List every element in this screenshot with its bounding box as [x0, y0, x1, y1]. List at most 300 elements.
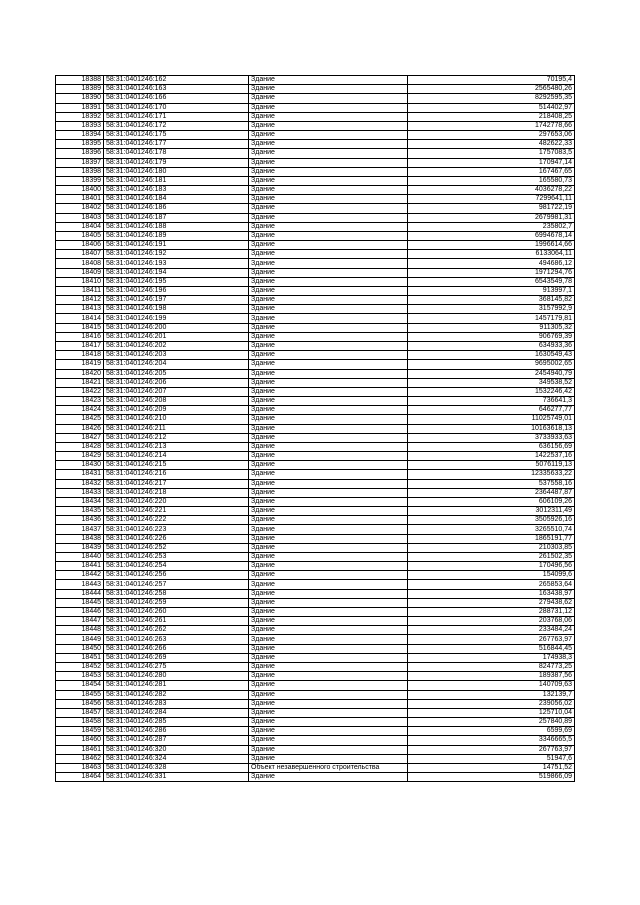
cadastral-number: 58:31:0401246:213	[104, 442, 249, 451]
cadastral-number: 58:31:0401246:209	[104, 406, 249, 415]
cadastral-value: 210303,85	[408, 543, 575, 552]
object-type: Здание	[249, 176, 408, 185]
cadastral-number: 58:31:0401246:192	[104, 250, 249, 259]
cadastral-value: 3346665,5	[408, 736, 575, 745]
row-number: 18447	[56, 617, 104, 626]
row-number: 18450	[56, 644, 104, 653]
cadastral-value: 239056,02	[408, 699, 575, 708]
cadastral-number: 58:31:0401246:205	[104, 369, 249, 378]
object-type: Здание	[249, 507, 408, 516]
table-row	[56, 516, 575, 525]
object-type: Здание	[249, 773, 408, 782]
object-type: Здание	[249, 745, 408, 754]
cadastral-value: 1457179,81	[408, 314, 575, 323]
row-number: 18407	[56, 250, 104, 259]
cadastral-number: 58:31:0401246:193	[104, 259, 249, 268]
table-row	[56, 598, 575, 607]
object-type: Здание	[249, 103, 408, 112]
row-number: 18390	[56, 94, 104, 103]
table-row	[56, 167, 575, 176]
cadastral-value: 9695002,65	[408, 360, 575, 369]
object-type: Здание	[249, 708, 408, 717]
row-number: 18410	[56, 277, 104, 286]
cadastral-value: 516844,45	[408, 644, 575, 653]
table-row	[56, 736, 575, 745]
cadastral-value: 218408,25	[408, 112, 575, 121]
object-type: Здание	[249, 424, 408, 433]
cadastral-value: 6599,69	[408, 727, 575, 736]
cadastral-value: 646277,77	[408, 406, 575, 415]
table-row	[56, 76, 575, 85]
cadastral-number: 58:31:0401246:208	[104, 397, 249, 406]
row-number: 18419	[56, 360, 104, 369]
cadastral-value: 606109,26	[408, 497, 575, 506]
cadastral-value: 3265510,74	[408, 525, 575, 534]
cadastral-value: 3505926,16	[408, 516, 575, 525]
table-row	[56, 268, 575, 277]
cadastral-value: 3157992,9	[408, 305, 575, 314]
row-number: 18461	[56, 745, 104, 754]
table-row	[56, 773, 575, 782]
cadastral-value: 519866,09	[408, 773, 575, 782]
row-number: 18430	[56, 461, 104, 470]
row-number: 18395	[56, 140, 104, 149]
cadastral-value: 6994678,14	[408, 231, 575, 240]
row-number: 18421	[56, 378, 104, 387]
cadastral-value: 140709,63	[408, 681, 575, 690]
row-number: 18444	[56, 589, 104, 598]
object-type: Здание	[249, 461, 408, 470]
row-number: 18453	[56, 672, 104, 681]
cadastral-number: 58:31:0401246:269	[104, 653, 249, 662]
object-type: Здание	[249, 341, 408, 350]
table-row	[56, 754, 575, 763]
table-row	[56, 158, 575, 167]
cadastral-number: 58:31:0401246:266	[104, 644, 249, 653]
cadastral-number: 58:31:0401246:218	[104, 488, 249, 497]
object-type: Здание	[249, 94, 408, 103]
cadastral-number: 58:31:0401246:170	[104, 103, 249, 112]
cadastral-number: 58:31:0401246:285	[104, 718, 249, 727]
cadastral-value: 51947,6	[408, 754, 575, 763]
table-row	[56, 121, 575, 130]
cadastral-value: 2364487,87	[408, 488, 575, 497]
table-row	[56, 195, 575, 204]
object-type: Объект незавершенного строительства	[249, 763, 408, 772]
cadastral-number: 58:31:0401246:187	[104, 213, 249, 222]
cadastral-value: 233484,24	[408, 626, 575, 635]
row-number: 18439	[56, 543, 104, 552]
cadastral-number: 58:31:0401246:259	[104, 598, 249, 607]
cadastral-value: 1532246,42	[408, 387, 575, 396]
row-number: 18441	[56, 562, 104, 571]
object-type: Здание	[249, 598, 408, 607]
table-row	[56, 488, 575, 497]
table-row	[56, 387, 575, 396]
table-row	[56, 241, 575, 250]
row-number: 18406	[56, 241, 104, 250]
table-row	[56, 690, 575, 699]
object-type: Здание	[249, 121, 408, 130]
table-row	[56, 204, 575, 213]
row-number: 18401	[56, 195, 104, 204]
object-type: Здание	[249, 186, 408, 195]
cadastral-number: 58:31:0401246:202	[104, 341, 249, 350]
cadastral-number: 58:31:0401246:181	[104, 176, 249, 185]
object-type: Здание	[249, 452, 408, 461]
row-number: 18445	[56, 598, 104, 607]
table-row	[56, 305, 575, 314]
object-type: Здание	[249, 525, 408, 534]
cadastral-value: 288731,12	[408, 607, 575, 616]
cadastral-number: 58:31:0401246:211	[104, 424, 249, 433]
table-row	[56, 149, 575, 158]
cadastral-number: 58:31:0401246:284	[104, 708, 249, 717]
row-number: 18460	[56, 736, 104, 745]
cadastral-value: 494686,12	[408, 259, 575, 268]
cadastral-number: 58:31:0401246:207	[104, 387, 249, 396]
table-row	[56, 580, 575, 589]
object-type: Здание	[249, 552, 408, 561]
row-number: 18399	[56, 176, 104, 185]
row-number: 18405	[56, 231, 104, 240]
cadastral-value: 261502,35	[408, 552, 575, 561]
table-row	[56, 186, 575, 195]
row-number: 18458	[56, 718, 104, 727]
table-row	[56, 140, 575, 149]
object-type: Здание	[249, 589, 408, 598]
cadastral-number: 58:31:0401246:200	[104, 323, 249, 332]
cadastral-value: 6543549,78	[408, 277, 575, 286]
table-row	[56, 607, 575, 616]
object-type: Здание	[249, 571, 408, 580]
object-type: Здание	[249, 332, 408, 341]
table-row	[56, 314, 575, 323]
table-body	[56, 76, 575, 782]
cadastral-number: 58:31:0401246:287	[104, 736, 249, 745]
object-type: Здание	[249, 369, 408, 378]
row-number: 18396	[56, 149, 104, 158]
table-row	[56, 663, 575, 672]
cadastral-number: 58:31:0401246:175	[104, 131, 249, 140]
object-type: Здание	[249, 607, 408, 616]
table-row	[56, 727, 575, 736]
object-type: Здание	[249, 387, 408, 396]
cadastral-value: 913997,1	[408, 286, 575, 295]
row-number: 18423	[56, 397, 104, 406]
table-row	[56, 222, 575, 231]
cadastral-number: 58:31:0401246:189	[104, 231, 249, 240]
object-type: Здание	[249, 653, 408, 662]
cadastral-number: 58:31:0401246:210	[104, 415, 249, 424]
cadastral-number: 58:31:0401246:282	[104, 690, 249, 699]
row-number: 18433	[56, 488, 104, 497]
object-type: Здание	[249, 543, 408, 552]
object-type: Здание	[249, 644, 408, 653]
property-table	[55, 75, 575, 782]
cadastral-number: 58:31:0401246:214	[104, 452, 249, 461]
table-row	[56, 470, 575, 479]
cadastral-value: 235802,7	[408, 222, 575, 231]
object-type: Здание	[249, 213, 408, 222]
row-number: 18424	[56, 406, 104, 415]
table-row	[56, 85, 575, 94]
object-type: Здание	[249, 360, 408, 369]
object-type: Здание	[249, 534, 408, 543]
object-type: Здание	[249, 378, 408, 387]
object-type: Здание	[249, 754, 408, 763]
cadastral-value: 170496,56	[408, 562, 575, 571]
row-number: 18454	[56, 681, 104, 690]
cadastral-number: 58:31:0401246:196	[104, 286, 249, 295]
row-number: 18440	[56, 552, 104, 561]
cadastral-number: 58:31:0401246:223	[104, 525, 249, 534]
object-type: Здание	[249, 131, 408, 140]
cadastral-value: 14751,52	[408, 763, 575, 772]
cadastral-number: 58:31:0401246:261	[104, 617, 249, 626]
row-number: 18409	[56, 268, 104, 277]
cadastral-value: 368145,82	[408, 296, 575, 305]
cadastral-number: 58:31:0401246:216	[104, 470, 249, 479]
cadastral-value: 267763,97	[408, 745, 575, 754]
cadastral-value: 349538,52	[408, 378, 575, 387]
table-row	[56, 397, 575, 406]
object-type: Здание	[249, 268, 408, 277]
cadastral-value: 70195,4	[408, 76, 575, 85]
row-number: 18449	[56, 635, 104, 644]
cadastral-number: 58:31:0401246:183	[104, 186, 249, 195]
object-type: Здание	[249, 158, 408, 167]
object-type: Здание	[249, 727, 408, 736]
cadastral-number: 58:31:0401246:283	[104, 699, 249, 708]
object-type: Здание	[249, 699, 408, 708]
cadastral-number: 58:31:0401246:256	[104, 571, 249, 580]
cadastral-number: 58:31:0401246:226	[104, 534, 249, 543]
cadastral-value: 265853,64	[408, 580, 575, 589]
cadastral-value: 267763,97	[408, 635, 575, 644]
cadastral-value: 2454940,79	[408, 369, 575, 378]
table-row	[56, 708, 575, 717]
cadastral-value: 5076119,13	[408, 461, 575, 470]
row-number: 18463	[56, 763, 104, 772]
cadastral-number: 58:31:0401246:254	[104, 562, 249, 571]
table-row	[56, 250, 575, 259]
row-number: 18455	[56, 690, 104, 699]
cadastral-number: 58:31:0401246:220	[104, 497, 249, 506]
object-type: Здание	[249, 250, 408, 259]
row-number: 18415	[56, 323, 104, 332]
table-row	[56, 231, 575, 240]
table-row	[56, 681, 575, 690]
table-row	[56, 552, 575, 561]
cadastral-number: 58:31:0401246:204	[104, 360, 249, 369]
object-type: Здание	[249, 672, 408, 681]
cadastral-number: 58:31:0401246:217	[104, 479, 249, 488]
object-type: Здание	[249, 690, 408, 699]
table-row	[56, 571, 575, 580]
table-row	[56, 525, 575, 534]
row-number: 18436	[56, 516, 104, 525]
cadastral-number: 58:31:0401246:258	[104, 589, 249, 598]
row-number: 18392	[56, 112, 104, 121]
table-row	[56, 699, 575, 708]
cadastral-number: 58:31:0401246:222	[104, 516, 249, 525]
row-number: 18408	[56, 259, 104, 268]
row-number: 18438	[56, 534, 104, 543]
table-row	[56, 452, 575, 461]
object-type: Здание	[249, 470, 408, 479]
table-row	[56, 112, 575, 121]
cadastral-value: 1996614,66	[408, 241, 575, 250]
cadastral-value: 12335633,22	[408, 470, 575, 479]
row-number: 18403	[56, 213, 104, 222]
cadastral-value: 132139,7	[408, 690, 575, 699]
cadastral-number: 58:31:0401246:162	[104, 76, 249, 85]
table-row	[56, 433, 575, 442]
table-row	[56, 626, 575, 635]
row-number: 18457	[56, 708, 104, 717]
cadastral-value: 636156,69	[408, 442, 575, 451]
object-type: Здание	[249, 222, 408, 231]
object-type: Здание	[249, 241, 408, 250]
cadastral-value: 1422537,16	[408, 452, 575, 461]
cadastral-number: 58:31:0401246:221	[104, 507, 249, 516]
row-number: 18425	[56, 415, 104, 424]
row-number: 18431	[56, 470, 104, 479]
cadastral-value: 1630549,43	[408, 351, 575, 360]
row-number: 18398	[56, 167, 104, 176]
object-type: Здание	[249, 406, 408, 415]
row-number: 18404	[56, 222, 104, 231]
object-type: Здание	[249, 314, 408, 323]
cadastral-value: 174938,3	[408, 653, 575, 662]
table-row	[56, 745, 575, 754]
object-type: Здание	[249, 149, 408, 158]
object-type: Здание	[249, 204, 408, 213]
cadastral-value: 10163618,13	[408, 424, 575, 433]
cadastral-number: 58:31:0401246:253	[104, 552, 249, 561]
cadastral-value: 163438,97	[408, 589, 575, 598]
cadastral-number: 58:31:0401246:275	[104, 663, 249, 672]
table-row	[56, 94, 575, 103]
cadastral-value: 911305,32	[408, 323, 575, 332]
cadastral-number: 58:31:0401246:195	[104, 277, 249, 286]
row-number: 18437	[56, 525, 104, 534]
object-type: Здание	[249, 85, 408, 94]
row-number: 18389	[56, 85, 104, 94]
table-row	[56, 323, 575, 332]
cadastral-number: 58:31:0401246:197	[104, 296, 249, 305]
table-row	[56, 286, 575, 295]
row-number: 18464	[56, 773, 104, 782]
cadastral-value: 189387,56	[408, 672, 575, 681]
row-number: 18434	[56, 497, 104, 506]
row-number: 18427	[56, 433, 104, 442]
row-number: 18394	[56, 131, 104, 140]
object-type: Здание	[249, 617, 408, 626]
table-row	[56, 332, 575, 341]
object-type: Здание	[249, 433, 408, 442]
cadastral-value: 167467,65	[408, 167, 575, 176]
row-number: 18432	[56, 479, 104, 488]
cadastral-number: 58:31:0401246:191	[104, 241, 249, 250]
cadastral-value: 634933,36	[408, 341, 575, 350]
object-type: Здание	[249, 580, 408, 589]
cadastral-value: 11025749,01	[408, 415, 575, 424]
table-row	[56, 479, 575, 488]
row-number: 18400	[56, 186, 104, 195]
row-number: 18417	[56, 341, 104, 350]
cadastral-value: 279438,62	[408, 598, 575, 607]
cadastral-number: 58:31:0401246:203	[104, 351, 249, 360]
cadastral-number: 58:31:0401246:206	[104, 378, 249, 387]
table-row	[56, 176, 575, 185]
cadastral-value: 165580,73	[408, 176, 575, 185]
object-type: Здание	[249, 231, 408, 240]
table-row	[56, 131, 575, 140]
row-number: 18391	[56, 103, 104, 112]
object-type: Здание	[249, 277, 408, 286]
row-number: 18451	[56, 653, 104, 662]
cadastral-number: 58:31:0401246:178	[104, 149, 249, 158]
row-number: 18452	[56, 663, 104, 672]
cadastral-number: 58:31:0401246:179	[104, 158, 249, 167]
row-number: 18456	[56, 699, 104, 708]
table-row	[56, 103, 575, 112]
row-number: 18462	[56, 754, 104, 763]
row-number: 18426	[56, 424, 104, 433]
cadastral-number: 58:31:0401246:215	[104, 461, 249, 470]
cadastral-number: 58:31:0401246:257	[104, 580, 249, 589]
object-type: Здание	[249, 497, 408, 506]
cadastral-value: 981722,19	[408, 204, 575, 213]
cadastral-number: 58:31:0401246:163	[104, 85, 249, 94]
object-type: Здание	[249, 296, 408, 305]
cadastral-value: 257840,89	[408, 718, 575, 727]
cadastral-number: 58:31:0401246:194	[104, 268, 249, 277]
row-number: 18388	[56, 76, 104, 85]
cadastral-number: 58:31:0401246:201	[104, 332, 249, 341]
object-type: Здание	[249, 442, 408, 451]
cadastral-number: 58:31:0401246:328	[104, 763, 249, 772]
cadastral-value: 1971294,76	[408, 268, 575, 277]
object-type: Здание	[249, 562, 408, 571]
row-number: 18411	[56, 286, 104, 295]
table-row	[56, 497, 575, 506]
cadastral-value: 736641,3	[408, 397, 575, 406]
table-row	[56, 259, 575, 268]
cadastral-number: 58:31:0401246:177	[104, 140, 249, 149]
table-row	[56, 442, 575, 451]
object-type: Здание	[249, 626, 408, 635]
object-type: Здание	[249, 516, 408, 525]
cadastral-number: 58:31:0401246:320	[104, 745, 249, 754]
table-row	[56, 406, 575, 415]
cadastral-number: 58:31:0401246:286	[104, 727, 249, 736]
cadastral-number: 58:31:0401246:212	[104, 433, 249, 442]
object-type: Здание	[249, 140, 408, 149]
object-type: Здание	[249, 323, 408, 332]
table-row	[56, 360, 575, 369]
table-row	[56, 213, 575, 222]
cadastral-value: 6133064,11	[408, 250, 575, 259]
table-row	[56, 461, 575, 470]
cadastral-value: 125710,04	[408, 708, 575, 717]
table-row	[56, 562, 575, 571]
cadastral-number: 58:31:0401246:262	[104, 626, 249, 635]
cadastral-number: 58:31:0401246:186	[104, 204, 249, 213]
object-type: Здание	[249, 305, 408, 314]
